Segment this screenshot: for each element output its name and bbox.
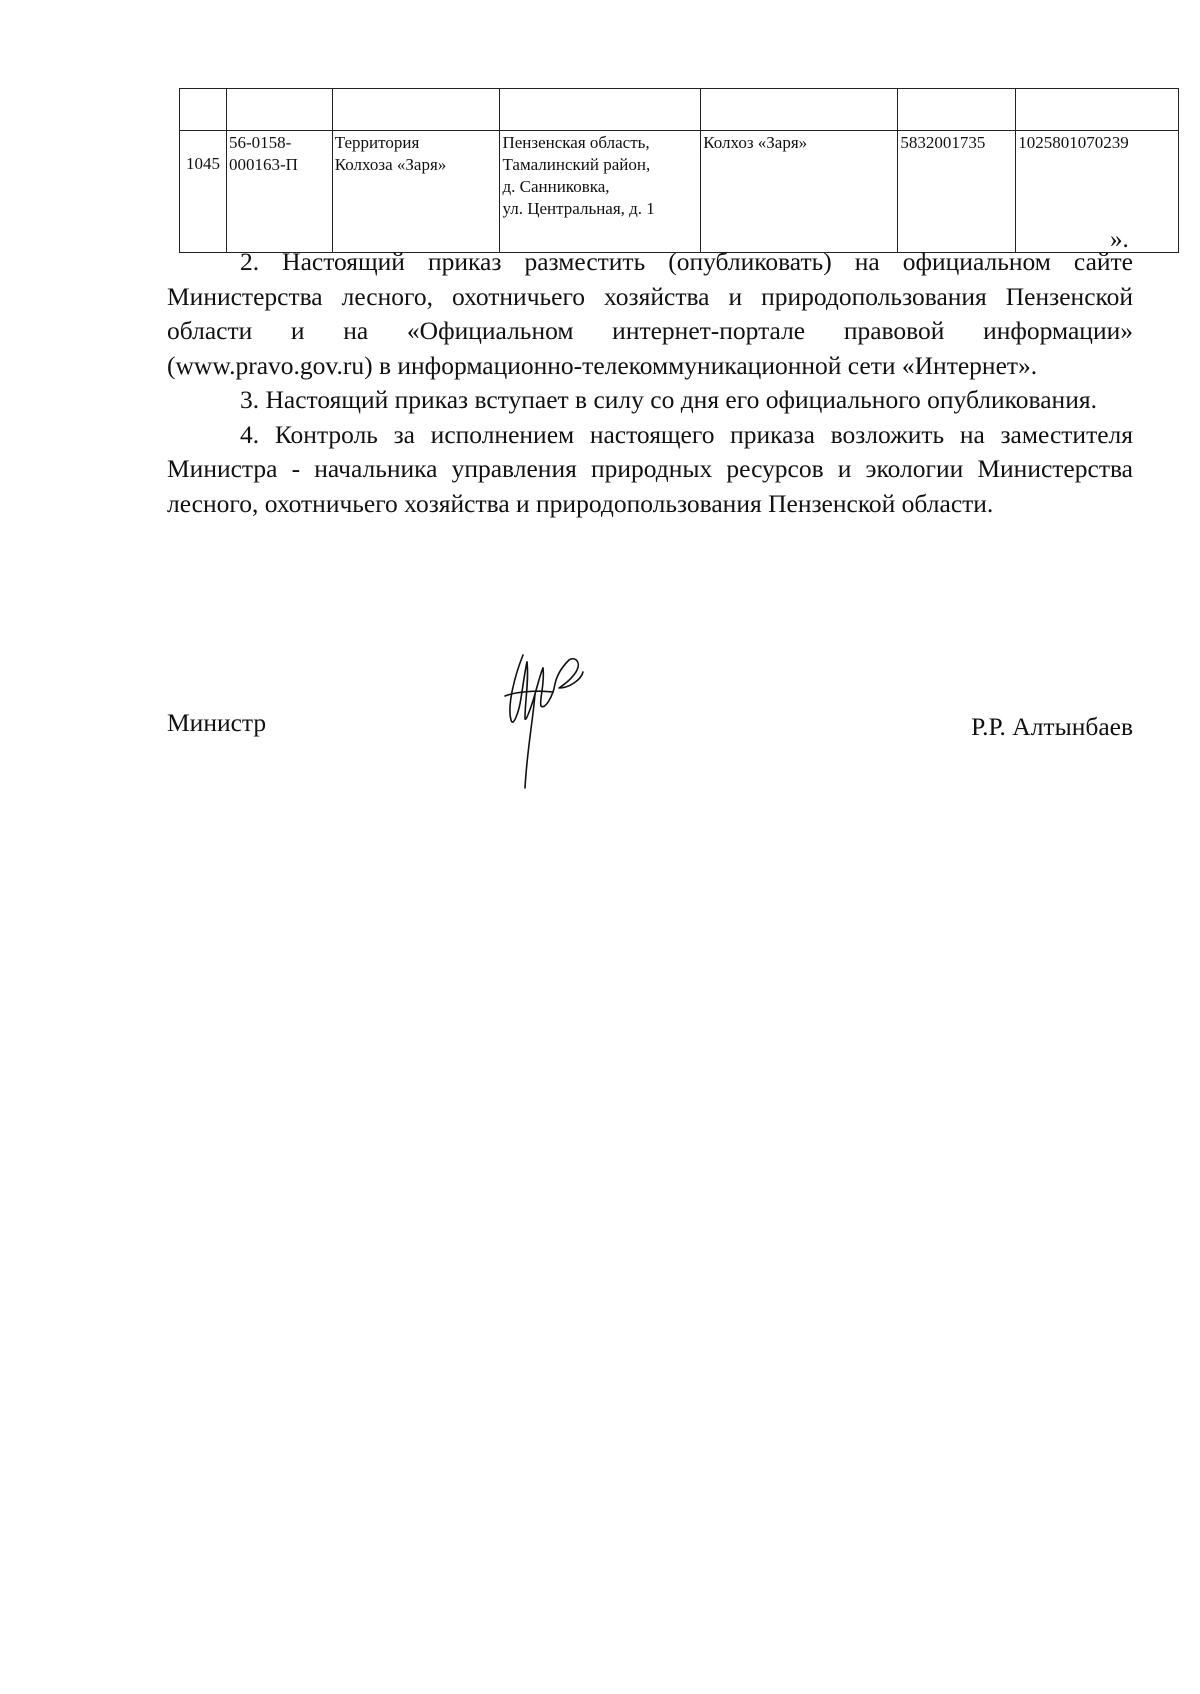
registry-table-fragment (179, 88, 1179, 253)
inn-cell: 5832001735 (898, 131, 1016, 253)
table-cell (226, 89, 332, 131)
paragraph-effective-date: 3. Настоящий приказ вступает в силу со дня его официального опубликования. (240, 385, 1097, 414)
row-number-cell: 1045 (180, 131, 227, 253)
address-line: Пензенская область, (502, 133, 650, 152)
object-code-line: 000163-П (228, 155, 298, 174)
address-line: Тамалинский район, (502, 155, 651, 174)
address-line: ул. Центральная, д. 1 (502, 199, 655, 218)
object-name-line: Колхоза «Заря» (334, 155, 447, 174)
signer-title: Министр (167, 708, 267, 737)
table-row (180, 131, 1179, 253)
address-cell (500, 131, 701, 253)
table-cell (332, 89, 500, 131)
table-cell (500, 89, 701, 131)
object-code-cell (226, 131, 332, 253)
address-line: д. Санниковка, (502, 177, 610, 196)
table-cell (1016, 89, 1179, 131)
object-code-line: 56-0158- (228, 133, 292, 152)
object-name-line: Территория (334, 133, 420, 152)
object-name-cell (332, 131, 500, 253)
signer-name: Р.Р. Алтынбаев (971, 712, 1133, 741)
table-row-top-edge (180, 89, 1179, 131)
closing-quote-mark: ». (1110, 226, 1129, 253)
paragraph-control: 4. Контроль за исполнением настоящего приказа возложить на заместителя Министра - начальника управления природных ресурсов и экологии Министерства лесного, охотничьего хозяйства и природопользования Пензенской области. (167, 419, 1133, 518)
table-cell (898, 89, 1016, 131)
table-cell (180, 89, 227, 131)
table-cell (701, 89, 898, 131)
ogrn-cell: 1025801070239 (1016, 131, 1179, 253)
paragraph-publication: 2. Настоящий приказ разместить (опубликовать) на официальном сайте Министерства лесного, охотничьего хозяйства и природопользования Пензенской области и на «Официальном интернет-портале правовой информации» (www.pravo.gov.ru) в информационно-телекоммуникационной сети «Интернет». (167, 247, 1133, 380)
order-body (167, 245, 1133, 521)
operator-cell: Колхоз «Заря» (701, 131, 898, 253)
signature-icon (495, 650, 590, 790)
